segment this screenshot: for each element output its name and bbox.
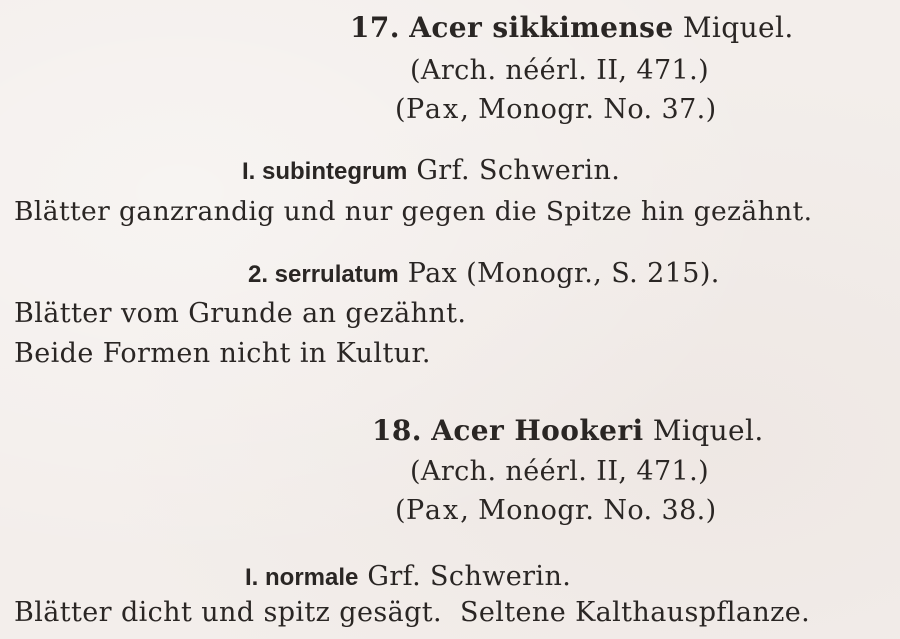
species-18-genus: Acer Hookeri — [431, 414, 644, 447]
form-normale-author: Grf. Schwerin. — [367, 561, 572, 592]
species-17-genus: Acer sikkimense — [409, 11, 674, 44]
form-serrulatum-description: Blätter vom Grunde an gezähnt. — [14, 298, 467, 329]
form-normale-name: I. normale — [245, 564, 359, 591]
form-subintegrum-heading — [242, 155, 620, 188]
species-18-reference-arch: (Arch. néérl. II, 471.) — [410, 456, 710, 487]
form-subintegrum-description: Blätter ganzrandig und nur gegen die Spitze hin gezähnt. — [14, 196, 813, 227]
species-18-reference-pax-rest: , Monogr. No. 38.) — [460, 495, 717, 526]
species-17-reference-pax-open: ( — [395, 94, 406, 125]
species-17-author: Miquel. — [682, 11, 794, 44]
species-17-heading — [350, 12, 794, 44]
species-18-reference-pax-author: Pax — [405, 495, 461, 526]
species-17-reference-pax-author: Pax — [405, 94, 461, 125]
species-17-reference-pax-rest: , Monogr. No. 37.) — [460, 94, 717, 125]
form-serrulatum-author: Pax (Monogr., S. 215). — [407, 258, 720, 289]
form-normale-heading — [245, 561, 571, 594]
form-normale-description: Blätter dicht und spitz gesägt. Seltene Kalthauspflanze. — [14, 597, 811, 628]
species-18-reference-pax — [395, 495, 717, 527]
species-18-heading — [372, 415, 764, 447]
form-subintegrum-author: Grf. Schwerin. — [416, 155, 621, 186]
species-18-number: 18. — [372, 414, 422, 447]
species-17-reference-pax — [395, 94, 717, 126]
form-subintegrum-name: I. subintegrum — [242, 158, 408, 185]
species-17-number: 17. — [350, 11, 400, 44]
species-18-author: Miquel. — [652, 414, 764, 447]
species-18-reference-pax-open: ( — [395, 495, 406, 526]
species-17-reference-arch: (Arch. néérl. II, 471.) — [410, 55, 710, 86]
form-serrulatum-name: 2. serrulatum — [248, 261, 399, 288]
form-serrulatum-heading — [248, 258, 720, 291]
species-17-note: Beide Formen nicht in Kultur. — [14, 338, 431, 369]
